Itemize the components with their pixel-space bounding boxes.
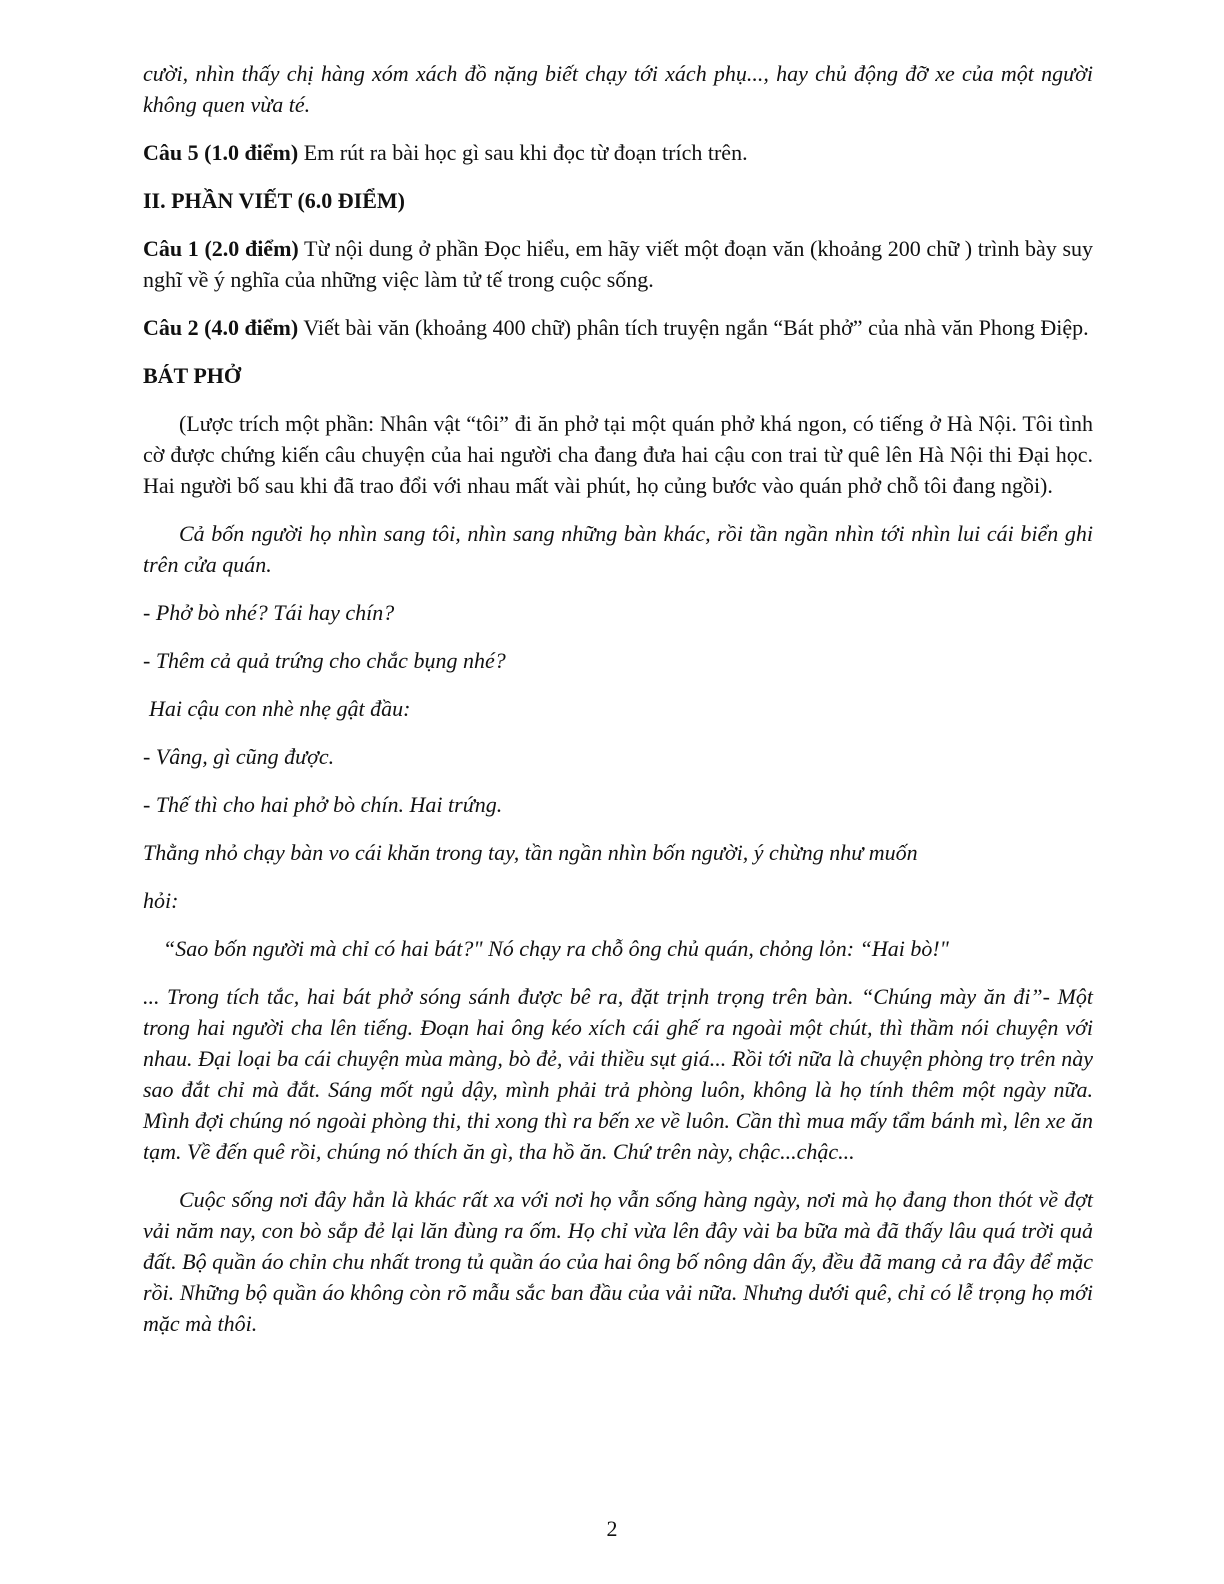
- writing-question-2-text: Viết bài văn (khoảng 400 chữ) phân tích truyện ngắn “Bát phở” của nhà văn Phong Điệp.: [298, 315, 1089, 340]
- document-page: [143, 58, 1093, 1339]
- question-5-label: Câu 5 (1.0 điểm): [143, 140, 299, 165]
- writing-question-2-label: Câu 2 (4.0 điểm): [143, 315, 299, 340]
- story-paragraph-1: Cả bốn người họ nhìn sang tôi, nhìn sang những bàn khác, rồi tần ngần nhìn tới nhìn lui cái biển ghi trên cửa quán.: [143, 521, 1093, 577]
- writing-question-1-text: Từ nội dung ở phần Đọc hiểu, em hãy viết một đoạn văn (khoảng 200 chữ ) trình bày suy nghĩ về ý nghĩa của những việc làm tử tế trong cuộc sống.: [143, 236, 1094, 292]
- writing-question-1: [143, 233, 1093, 295]
- narration-line-6: Thằng nhỏ chạy bàn vo cái khăn trong tay, tần ngần nhìn bốn người, ý chừng như muốn: [143, 840, 918, 865]
- story-paragraph-2: ... Trong tích tắc, hai bát phở sóng sánh được bê ra, đặt trịnh trọng trên bàn. “Chúng mày ăn đi”- Một trong hai người cha lên tiếng. Đoạn hai ông kéo xích cái ghế ra ngoài một chút, thì thầm nói chuyện với nhau. Đại loại ba cái chuyện mùa màng, bò đẻ, vải thiều sụt giá... Rồi tới nữa là chuyện phòng trọ trên này sao đắt chỉ mà đắt. Sáng mốt ngủ dậy, mình phải trả phòng luôn, không là họ tính thêm một ngày nữa. Mình đợi chúng nó ngoài phòng thi, thi xong thì ra bến xe về luôn. Cần thì mua mấy tẩm bánh mì, lên xe ăn tạm. Về đến quê rồi, chúng nó thích ăn gì, tha hồ ăn. Chứ trên này, chậc...chậc...: [143, 984, 1093, 1164]
- page-number: 2: [606, 1516, 618, 1541]
- question-5-text: Em rút ra bài học gì sau khi đọc từ đoạn trích trên.: [298, 140, 748, 165]
- story-summary: (Lược trích một phần: Nhân vật “tôi” đi ăn phở tại một quán phở khá ngon, có tiếng ở Hà Nội. Tôi tình cờ được chứng kiến câu chuyện của hai người cha đang đưa hai cậu con trai từ quê lên Hà Nội thi Đại học. Hai người bố sau khi đã trao đổi với nhau mất vài phút, họ củng bước vào quán phở chỗ tôi đang ngồi).: [143, 411, 1093, 498]
- section-heading-writing: II. PHẦN VIẾT (6.0 ĐIỂM): [143, 188, 405, 213]
- story-title: BÁT PHỞ: [143, 363, 242, 388]
- narration-line-8: “Sao bốn người mà chỉ có hai bát?" Nó chạy ra chỗ ông chủ quán, chỏng lỏn: “Hai bò!": [163, 936, 949, 961]
- dialogue-line-2: - Thêm cả quả trứng cho chắc bụng nhé?: [143, 648, 506, 673]
- dialogue-line-5: - Thế thì cho hai phở bò chín. Hai trứng.: [143, 792, 503, 817]
- writing-question-2: [143, 312, 1093, 343]
- narration-line-7: hỏi:: [143, 888, 179, 913]
- dialogue-line-1: - Phở bò nhé? Tái hay chín?: [143, 600, 395, 625]
- writing-question-1-label: Câu 1 (2.0 điểm): [143, 236, 299, 261]
- dialogue-line-3: Hai cậu con nhè nhẹ gật đầu:: [149, 696, 411, 721]
- dialogue-line-4: - Vâng, gì cũng được.: [143, 744, 335, 769]
- continuation-paragraph: cười, nhìn thấy chị hàng xóm xách đồ nặng biết chạy tới xách phụ..., hay chủ động đỡ xe của một người không quen vừa té.: [143, 61, 1093, 117]
- question-5: [143, 137, 1093, 168]
- story-paragraph-3: Cuộc sống nơi đây hẳn là khác rất xa với nơi họ vẫn sống hàng ngày, nơi mà họ đang thon thót về đợt vải năm nay, con bò sắp đẻ lại lăn đùng ra ốm. Họ chỉ vừa lên đây vài ba bữa mà đã thấy lâu quá trời quả đất. Bộ quần áo chỉn chu nhất trong tủ quần áo của hai ông bố nông dân ấy, đều đã mang cả ra đây để mặc rồi. Những bộ quần áo không còn rõ mẫu sắc ban đầu của vải nữa. Nhưng dưới quê, chỉ có lễ trọng họ mới mặc mà thôi.: [143, 1187, 1093, 1336]
